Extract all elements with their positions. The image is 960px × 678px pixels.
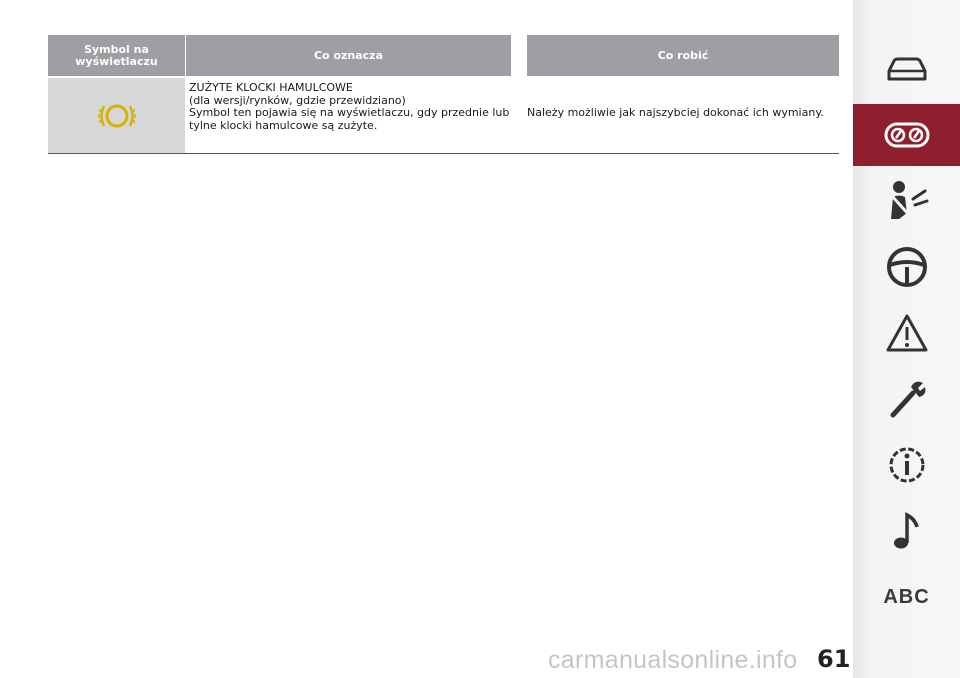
dashboard-gauges-icon <box>884 122 930 148</box>
sidebar-item-maintenance[interactable] <box>853 368 960 430</box>
meaning-line: (dla wersji/rynków, gdzie przewidziano) <box>189 93 406 107</box>
sidebar-item-index[interactable] <box>853 566 960 628</box>
steering-wheel-icon <box>885 245 929 289</box>
sidebar-item-car[interactable] <box>853 38 960 100</box>
table-row <box>48 78 839 154</box>
header-action-label: Co robić <box>657 48 709 62</box>
sidebar-item-emergency[interactable] <box>853 302 960 364</box>
meaning-line: tylne klocki hamulcowe są zużyte. <box>189 118 378 132</box>
meaning-line: Symbol ten pojawia się na wyświetlaczu, gdy przednie lub <box>189 106 510 120</box>
seatbelt-airbag-icon <box>885 179 929 223</box>
header-action <box>527 35 839 76</box>
header-meaning <box>186 35 511 76</box>
header-symbol <box>48 35 185 76</box>
watermark: carmanualsonline.info <box>548 646 798 674</box>
sidebar-item-dashboard[interactable] <box>853 104 960 166</box>
table-header <box>48 35 839 78</box>
action-text: Należy możliwie jak najszybciej dokonać ich wymiany. <box>527 106 824 119</box>
meaning-cell <box>185 78 511 153</box>
sidebar-item-technical[interactable] <box>853 434 960 496</box>
action-cell <box>511 78 839 153</box>
warning-triangle-icon <box>885 313 929 353</box>
info-table <box>48 35 839 154</box>
page-number: 61 <box>817 645 851 673</box>
sidebar-item-multimedia[interactable] <box>853 500 960 562</box>
music-note-icon <box>885 509 929 553</box>
header-symbol-label: Symbol na wyświetlaczu <box>75 42 158 68</box>
car-icon <box>885 55 929 83</box>
chapter-sidebar <box>853 0 960 678</box>
index-label: ABC <box>883 585 930 608</box>
header-meaning-label: Co oznacza <box>313 48 384 62</box>
meaning-title: ZUŻYTE KLOCKI HAMULCOWE <box>189 81 353 94</box>
sidebar-item-driving[interactable] <box>853 236 960 298</box>
brake-pads-worn-icon <box>95 99 139 133</box>
sidebar-item-safety[interactable] <box>853 170 960 232</box>
wrench-icon <box>885 377 929 421</box>
info-gear-icon <box>885 443 929 487</box>
symbol-cell <box>48 78 185 153</box>
